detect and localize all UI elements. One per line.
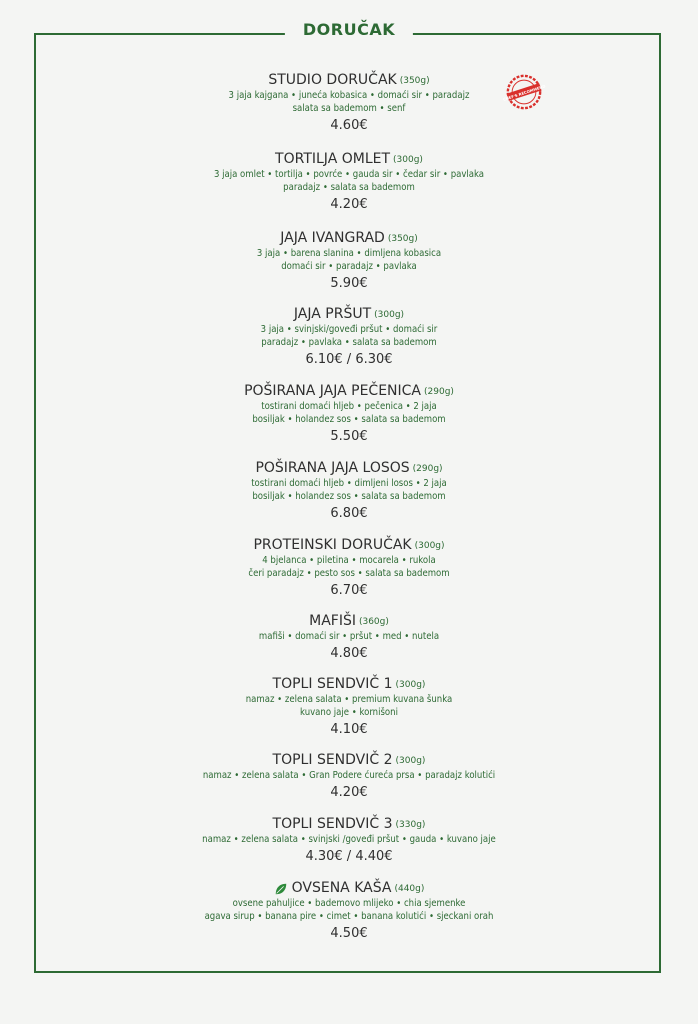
item-weight: (330g) — [395, 820, 426, 830]
item-name: JAJA IVANGRAD — [280, 230, 385, 246]
item-description: namaz • zelena salata • svinjski /goveđi pršut • gauda • kuvano jaje — [202, 834, 496, 845]
item-description: 3 jaja kajgana • juneća kobasica • domaći sir • paradajz — [228, 90, 470, 101]
item-price: 4.20€ — [330, 197, 368, 212]
svg-text:CHEF'S RECOMMEND: CHEF'S RECOMMEND — [502, 83, 547, 102]
item-name: MAFIŠI — [309, 613, 356, 629]
item-weight: (350g) — [387, 234, 418, 244]
menu-item — [36, 151, 662, 214]
item-name: TORTILJA OMLET — [275, 151, 391, 167]
item-weight: (300g) — [414, 541, 445, 551]
menu-item — [36, 752, 662, 802]
item-description: čeri paradajz • pesto sos • salata sa bademom — [248, 568, 450, 579]
item-name: TOPLI SENDVIČ 3 — [272, 816, 393, 832]
item-description: 3 jaja • barena slanina • dimljena kobasica — [256, 248, 442, 259]
item-name: TOPLI SENDVIČ 1 — [272, 676, 393, 692]
item-price: 6.10€ / 6.30€ — [305, 352, 393, 367]
menu-item — [36, 383, 662, 446]
item-price: 4.50€ — [330, 926, 368, 941]
item-weight: (350g) — [399, 76, 430, 86]
menu-item — [36, 816, 662, 866]
item-description: namaz • zelena salata • premium kuvana šunka — [245, 694, 453, 705]
item-price: 6.70€ — [330, 583, 368, 598]
item-weight: (300g) — [393, 155, 423, 165]
item-description: agava sirup • banana pire • cimet • banana kolutići • sjeckani orah — [204, 911, 494, 922]
menu-item — [36, 613, 662, 663]
item-name: OVSENA KAŠA — [291, 880, 392, 896]
item-price: 6.80€ — [330, 506, 368, 521]
page-title: DORUČAK — [285, 20, 413, 39]
item-description: 3 jaja • svinjski/goveđi pršut • domaći sir — [260, 324, 438, 335]
item-weight: (360g) — [358, 617, 389, 627]
item-weight: (300g) — [395, 756, 426, 766]
item-name: PROTEINSKI DORUČAK — [253, 537, 412, 553]
item-price: 5.50€ — [330, 429, 368, 444]
item-description: ovsene pahuljice • bademovo mlijeko • chia sjemenke — [232, 898, 466, 909]
item-weight: (300g) — [395, 680, 426, 690]
item-name: POŠIRANA JAJA LOSOS — [255, 460, 410, 476]
menu-item — [36, 72, 662, 135]
menu-item — [36, 537, 662, 600]
item-name: POŠIRANA JAJA PEČENICA — [244, 383, 422, 399]
menu-item — [36, 460, 662, 523]
item-weight: (300g) — [374, 310, 405, 320]
item-description: bosiljak • holandez sos • salata sa bademom — [252, 414, 446, 425]
menu-item — [36, 230, 662, 293]
item-name: JAJA PRŠUT — [293, 306, 372, 322]
item-price: 4.60€ — [330, 118, 368, 133]
item-price: 4.20€ — [330, 785, 368, 800]
menu-item — [36, 306, 662, 369]
item-weight: (290g) — [424, 387, 454, 397]
item-name: STUDIO DORUČAK — [268, 72, 397, 88]
item-description: tostirani domaći hljeb • dimljeni losos • 2 jaja — [251, 478, 447, 489]
item-description: 4 bjelanca • piletina • mocarela • rukola — [262, 555, 436, 566]
item-price: 4.80€ — [330, 646, 368, 661]
item-description: bosiljak • holandez sos • salata sa bademom — [252, 491, 446, 502]
item-description: kuvano jaje • kornišoni — [300, 707, 398, 718]
item-description: tostirani domaći hljeb • pečenica • 2 jaja — [261, 401, 437, 412]
item-name: TOPLI SENDVIČ 2 — [272, 752, 393, 768]
menu-item — [36, 880, 662, 943]
item-description: mafiši • domaći sir • pršut • med • nutela — [258, 631, 440, 642]
item-description: paradajz • pavlaka • salata sa bademom — [261, 337, 437, 348]
item-description: namaz • zelena salata • Gran Podere ćureća prsa • paradajz kolutići — [202, 770, 496, 781]
item-price: 4.30€ / 4.40€ — [305, 849, 393, 864]
item-description: domaći sir • paradajz • pavlaka — [281, 261, 417, 272]
leaf-icon — [274, 882, 288, 896]
item-weight: (290g) — [412, 464, 443, 474]
item-weight: (440g) — [394, 884, 425, 894]
menu-item — [36, 676, 662, 739]
item-description: 3 jaja omlet • tortilja • povrće • gauda sir • čedar sir • pavlaka — [213, 169, 485, 180]
item-description: salata sa bademom • senf — [292, 103, 406, 114]
item-description: paradajz • salata sa bademom — [283, 182, 415, 193]
item-price: 4.10€ — [330, 722, 368, 737]
item-price: 5.90€ — [330, 276, 368, 291]
